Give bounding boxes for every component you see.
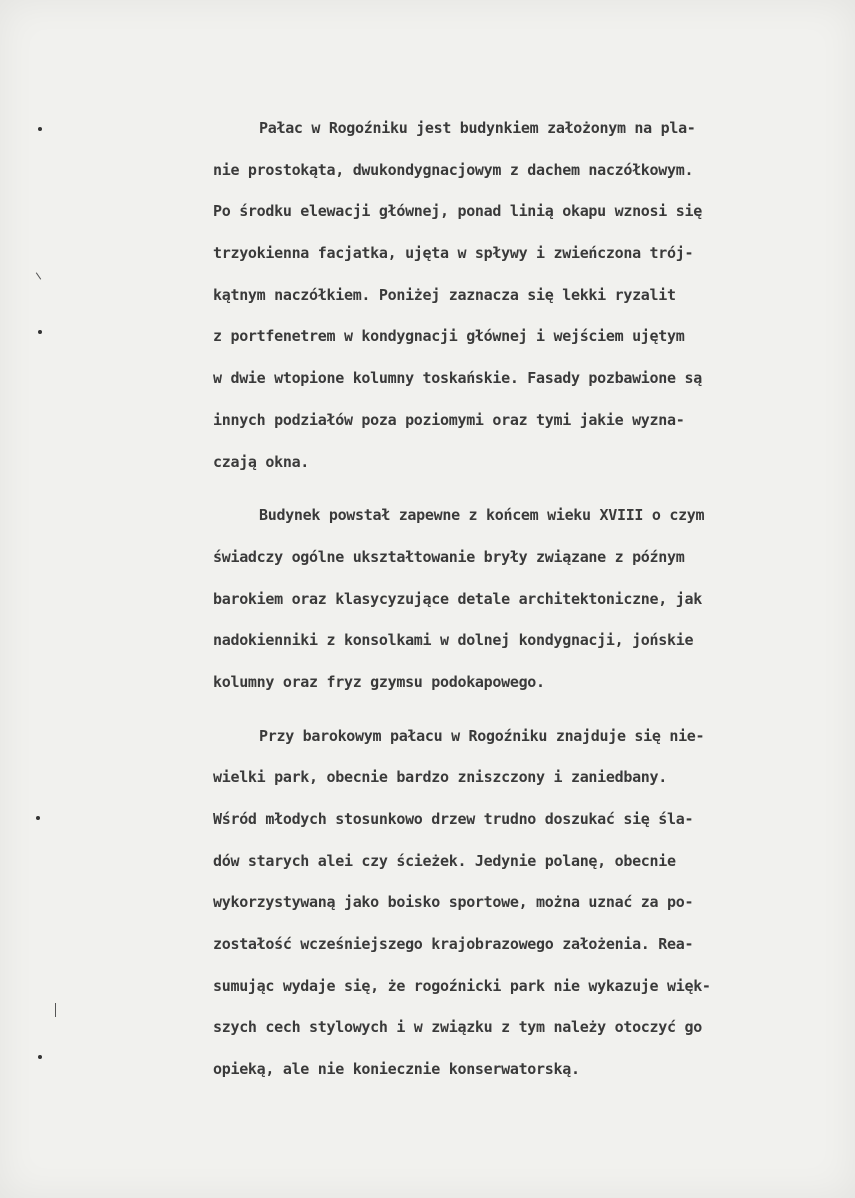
margin-mark [36, 816, 40, 820]
text-line: nadokienniki z konsolkami w dolnej kondygnacji, jońskie [213, 631, 694, 650]
margin-mark [38, 330, 42, 334]
margin-mark [38, 127, 42, 131]
paragraph [213, 108, 793, 483]
text-line: kolumny oraz fryz gzymsu podokapowego. [213, 672, 545, 691]
text-line: nie prostokąta, dwukondygnacjowym z dachem naczółkowym. [213, 160, 694, 179]
text-line: szych cech stylowych i w związku z tym należy otoczyć go [213, 1018, 702, 1037]
margin-mark [55, 1003, 56, 1017]
text-line: zostałość wcześniejszego krajobrazowego założenia. Rea- [213, 935, 694, 954]
text-line: świadczy ogólne ukształtowanie bryły związane z późnym [213, 547, 685, 566]
text-line: czają okna. [213, 452, 310, 471]
text-line: trzyokienna facjatka, ujęta w spływy i zwieńczona trój- [213, 244, 694, 263]
text-line: wykorzystywaną jako boisko sportowe, można uznać za po- [213, 893, 694, 912]
margin-mark [36, 272, 41, 279]
text-line: opieką, ale nie koniecznie konserwatorską. [213, 1060, 580, 1079]
typewritten-text [213, 108, 793, 1091]
text-line: Pałac w Rogoźniku jest budynkiem założonym na pla- [259, 119, 696, 137]
text-line: barokiem oraz klasycyzujące detale architektoniczne, jak [213, 589, 702, 608]
paragraph [213, 716, 793, 1091]
text-line: Po środku elewacji głównej, ponad linią okapu wznosi się [213, 202, 702, 221]
paragraph [213, 495, 793, 703]
text-line: w dwie wtopione kolumny toskańskie. Fasady pozbawione są [213, 369, 702, 388]
text-line: wielki park, obecnie bardzo zniszczony i zaniedbany. [213, 768, 668, 787]
text-line: dów starych alei czy ścieżek. Jedynie polanę, obecnie [213, 851, 676, 870]
margin-mark [38, 1055, 42, 1059]
text-line: Wśród młodych stosunkowo drzew trudno doszukać się śla- [213, 810, 694, 828]
text-line: kątnym naczółkiem. Poniżej zaznacza się lekki ryzalit [213, 285, 676, 304]
text-line: z portfenetrem w kondygnacji głównej i wejściem ujętym [213, 327, 685, 346]
text-line: Przy barokowym pałacu w Rogoźniku znajduje się nie- [259, 726, 705, 745]
text-line: sumując wydaje się, że rogoźnicki park nie wykazuje więk- [213, 976, 711, 995]
text-line: Budynek powstał zapewne z końcem wieku XVIII o czym [259, 506, 705, 525]
text-line: innych podziałów poza poziomymi oraz tymi jakie wyzna- [213, 410, 685, 429]
